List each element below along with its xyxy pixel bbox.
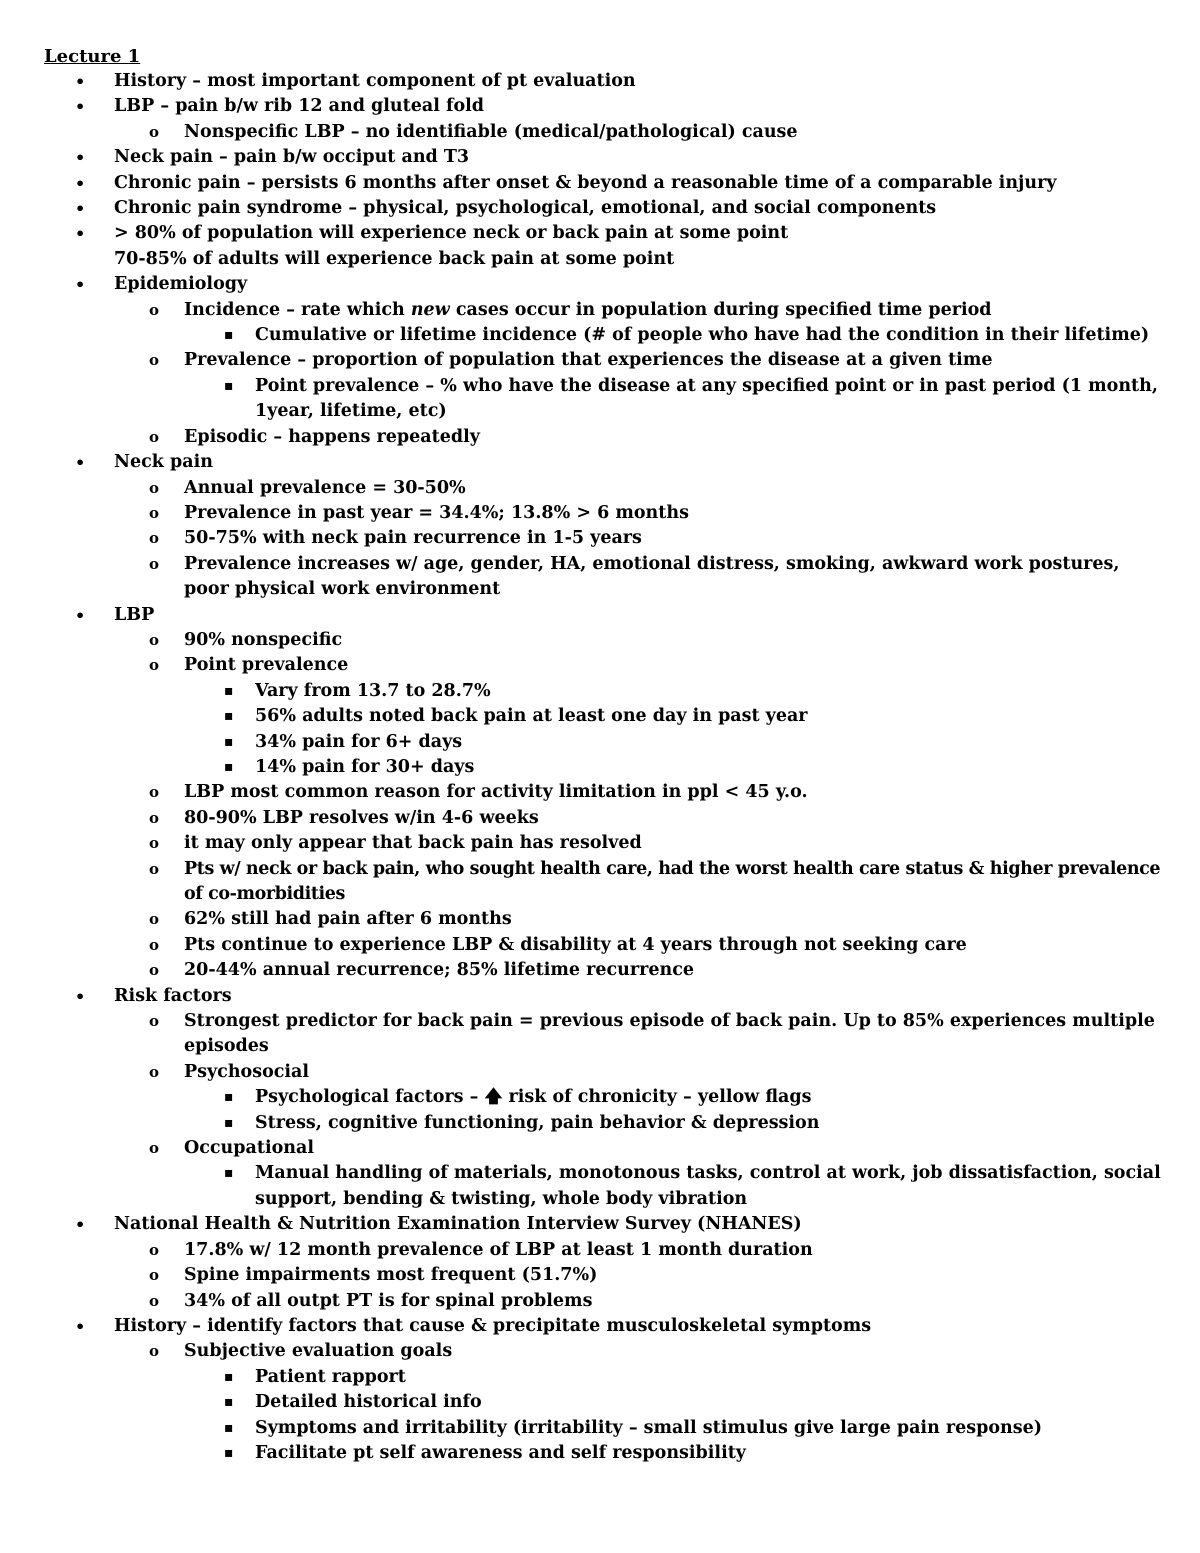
- bullet-marker: ▪: [224, 1419, 234, 1436]
- list-item-text: Prevalence in past year = 34.4%; 13.8% > 6 months: [184, 502, 689, 523]
- list-item-text: Chronic pain – persists 6 months after onset & beyond a reasonable time of a comparable injury: [114, 172, 1057, 193]
- bullet-marker: ▪: [224, 327, 234, 344]
- bullet-marker: •: [75, 199, 86, 219]
- list-item: [44, 171, 1164, 196]
- list-item-text: Point prevalence: [184, 655, 349, 676]
- list-item: [44, 857, 1164, 908]
- bullet-marker: ▪: [224, 708, 234, 725]
- bullet-marker: o: [149, 1342, 160, 1361]
- list-item: [44, 730, 1164, 755]
- bullet-marker: o: [149, 554, 160, 573]
- list-item-text: History – identify factors that cause & precipitate musculoskeletal symptoms: [114, 1315, 872, 1336]
- text-run: Incidence – rate which: [184, 299, 411, 320]
- list-item-text: Occupational: [184, 1138, 314, 1159]
- list-item: [44, 221, 1164, 246]
- list-item: [44, 704, 1164, 729]
- list-item: [44, 1111, 1164, 1136]
- list-item: [44, 1289, 1164, 1314]
- list-item-text: Pts continue to experience LBP & disability at 4 years through not seeking care: [184, 934, 967, 955]
- list-item: [44, 1416, 1164, 1441]
- bullet-marker: •: [75, 173, 86, 193]
- list-item-text: 70-85% of adults will experience back pain at some point: [114, 248, 675, 269]
- list-item: [44, 145, 1164, 170]
- list-item: [44, 1136, 1164, 1161]
- bullet-marker: ▪: [224, 733, 234, 750]
- list-item-text: Pts w/ neck or back pain, who sought health care, had the worst health care status & higher prevalence of co-morbidities: [184, 858, 1161, 904]
- list-item-text: 50-75% with neck pain recurrence in 1-5 years: [184, 528, 642, 549]
- list-item: [44, 1263, 1164, 1288]
- list-item-text: LBP most common reason for activity limitation in ppl < 45 y.o.: [184, 782, 808, 803]
- bullet-marker: o: [149, 1266, 160, 1285]
- page-title: Lecture 1: [44, 46, 141, 67]
- list-item-text: [184, 300, 992, 320]
- list-item: [44, 247, 1164, 272]
- list-item: [44, 501, 1164, 526]
- list-item-text: Detailed historical info: [255, 1392, 482, 1413]
- list-item-text: Vary from 13.7 to 28.7%: [255, 680, 491, 701]
- list-item-text: 34% of all outpt PT is for spinal problems: [184, 1290, 593, 1311]
- bullet-marker: •: [75, 148, 86, 168]
- list-item: [44, 374, 1164, 425]
- list-item: [44, 120, 1164, 145]
- list-item-text: 17.8% w/ 12 month prevalence of LBP at least 1 month duration: [184, 1239, 813, 1260]
- bullet-marker: •: [75, 453, 86, 473]
- bullet-marker: o: [149, 351, 160, 370]
- list-item-text: Strongest predictor for back pain = previous episode of back pain. Up to 85% experiences multiple episodes: [184, 1011, 1155, 1057]
- bullet-marker: o: [149, 656, 160, 675]
- bullet-marker: ▪: [224, 758, 234, 775]
- list-item: [44, 450, 1164, 475]
- list-item-text: 20-44% annual recurrence; 85% lifetime recurrence: [184, 960, 694, 981]
- bullet-marker: ▪: [224, 1394, 234, 1411]
- list-item: [44, 323, 1164, 348]
- list-item-text: Neck pain: [114, 452, 213, 473]
- bullet-marker: o: [149, 503, 160, 522]
- bullet-marker: o: [149, 808, 160, 827]
- bullet-marker: o: [149, 1240, 160, 1259]
- emphasis-text: new: [410, 299, 450, 320]
- list-item-text: Manual handling of materials, monotonous tasks, control at work, job dissatisfaction, social support, bending & twisting, whole body vibration: [255, 1163, 1161, 1209]
- list-item: [44, 984, 1164, 1009]
- bullet-marker: o: [149, 1291, 160, 1310]
- bullet-marker: o: [149, 478, 160, 497]
- bullet-marker: ▪: [224, 1114, 234, 1131]
- list-item: [44, 958, 1164, 983]
- list-item: [44, 1212, 1164, 1237]
- list-item-text: Facilitate pt self awareness and self responsibility: [255, 1442, 746, 1463]
- bullet-marker: o: [149, 834, 160, 853]
- list-item-text: Risk factors: [114, 985, 232, 1006]
- bullet-marker: o: [149, 910, 160, 929]
- list-item-text: Prevalence – proportion of population that experiences the disease at a given time: [184, 350, 993, 371]
- bullet-marker: o: [149, 630, 160, 649]
- bullet-marker: ▪: [224, 1165, 234, 1182]
- list-item-text: Point prevalence – % who have the disease at any specified point or in past period (1 month, 1year, lifetime, etc): [255, 375, 1158, 422]
- list-item: [44, 1009, 1164, 1060]
- bullet-marker: ▪: [224, 377, 234, 394]
- list-item: [44, 628, 1164, 653]
- list-item: [44, 196, 1164, 221]
- bullet-marker: o: [149, 1139, 160, 1158]
- list-item-text: LBP: [114, 604, 155, 625]
- list-item: [44, 831, 1164, 856]
- bullet-marker: o: [149, 859, 159, 878]
- bullet-marker: o: [149, 427, 160, 446]
- bullet-marker: ▪: [224, 1368, 234, 1385]
- list-item-text: Annual prevalence = 30-50%: [184, 477, 466, 498]
- list-item: [44, 653, 1164, 678]
- list-item-text: Episodic – happens repeatedly: [184, 426, 480, 447]
- list-item: [44, 780, 1164, 805]
- bullet-marker: o: [149, 1012, 160, 1031]
- list-item: [44, 69, 1164, 94]
- list-item-text: National Health & Nutrition Examination Interview Survey (NHANES): [114, 1214, 802, 1235]
- list-item: [44, 1441, 1164, 1466]
- list-item: [44, 526, 1164, 551]
- list-item-text: History – most important component of pt evaluation: [114, 71, 636, 91]
- list-item: [44, 806, 1164, 831]
- bullet-marker: o: [149, 961, 160, 980]
- list-item: [44, 1365, 1164, 1390]
- list-item-text: Subjective evaluation goals: [184, 1341, 453, 1362]
- document-page: [44, 44, 1164, 1466]
- list-item-text: Patient rapport: [255, 1366, 406, 1387]
- list-item: [44, 1390, 1164, 1415]
- list-item: [44, 348, 1164, 373]
- list-item: [44, 679, 1164, 704]
- list-item-text: Prevalence increases w/ age, gender, HA, emotional distress, smoking, awkward work postures, poor physical work environment: [184, 553, 1120, 600]
- list-item-text: 90% nonspecific: [184, 629, 343, 650]
- bullet-marker: o: [149, 300, 160, 319]
- list-item-text: > 80% of population will experience neck or back pain at some point: [114, 223, 789, 244]
- list-item: [44, 298, 1164, 323]
- list-item: [44, 907, 1164, 932]
- text-run: cases occur in population during specified time period: [449, 299, 992, 320]
- bullet-marker: o: [149, 1062, 160, 1081]
- list-item: [44, 603, 1164, 628]
- list-item: [44, 1339, 1164, 1364]
- outline-list: [44, 69, 1164, 1466]
- list-item-text: 14% pain for 30+ days: [255, 756, 475, 777]
- list-item-text: LBP – pain b/w rib 12 and gluteal fold: [114, 96, 485, 117]
- bullet-marker: •: [75, 605, 86, 625]
- list-item-text: 62% still had pain after 6 months: [184, 909, 512, 930]
- list-item: [44, 1161, 1164, 1212]
- bullet-marker: o: [149, 529, 160, 548]
- bullet-marker: o: [149, 783, 160, 802]
- list-item-text: 34% pain for 6+ days: [255, 731, 463, 752]
- list-item: [44, 755, 1164, 780]
- bullet-marker: •: [75, 986, 86, 1006]
- list-item-text: it may only appear that back pain has resolved: [184, 833, 642, 854]
- list-item: [44, 94, 1164, 119]
- list-item-text: Cumulative or lifetime incidence (# of people who have had the condition in their lifetime): [255, 325, 1150, 346]
- list-item-text: 80-90% LBP resolves w/in 4-6 weeks: [184, 807, 539, 828]
- bullet-marker: ▪: [224, 682, 234, 699]
- list-item: [44, 1060, 1164, 1085]
- list-item-text: Symptoms and irritability (irritability – small stimulus give large pain response): [255, 1417, 1042, 1438]
- bullet-marker: o: [149, 935, 160, 954]
- bullet-marker: •: [75, 72, 86, 91]
- list-item: [44, 933, 1164, 958]
- list-item-text: Psychosocial: [184, 1061, 310, 1082]
- list-item: [44, 425, 1164, 450]
- list-item: [44, 272, 1164, 297]
- list-item-text: Psychological factors – 🡅 risk of chronicity – yellow flags: [255, 1087, 812, 1108]
- list-item: [44, 1238, 1164, 1263]
- bullet-marker: •: [75, 275, 86, 295]
- list-item-text: Stress, cognitive functioning, pain behavior & depression: [255, 1112, 820, 1133]
- bullet-marker: o: [149, 122, 160, 141]
- bullet-marker: ▪: [224, 1444, 234, 1461]
- list-item-text: Epidemiology: [114, 274, 248, 295]
- list-item-text: 56% adults noted back pain at least one day in past year: [255, 706, 808, 727]
- bullet-marker: •: [75, 97, 86, 117]
- list-item: [44, 552, 1164, 603]
- list-item-text: Spine impairments most frequent (51.7%): [184, 1265, 598, 1286]
- list-item: [44, 476, 1164, 501]
- bullet-marker: •: [75, 224, 86, 244]
- list-item: [44, 1085, 1164, 1110]
- bullet-marker: ▪: [224, 1089, 234, 1106]
- bullet-marker: •: [75, 1215, 86, 1235]
- list-item-text: Chronic pain syndrome – physical, psychological, emotional, and social components: [114, 198, 937, 219]
- list-item: [44, 1314, 1164, 1339]
- list-item-text: Nonspecific LBP – no identifiable (medical/pathological) cause: [184, 121, 798, 142]
- bullet-marker: •: [75, 1316, 86, 1336]
- list-item-text: Neck pain – pain b/w occiput and T3: [114, 147, 470, 168]
